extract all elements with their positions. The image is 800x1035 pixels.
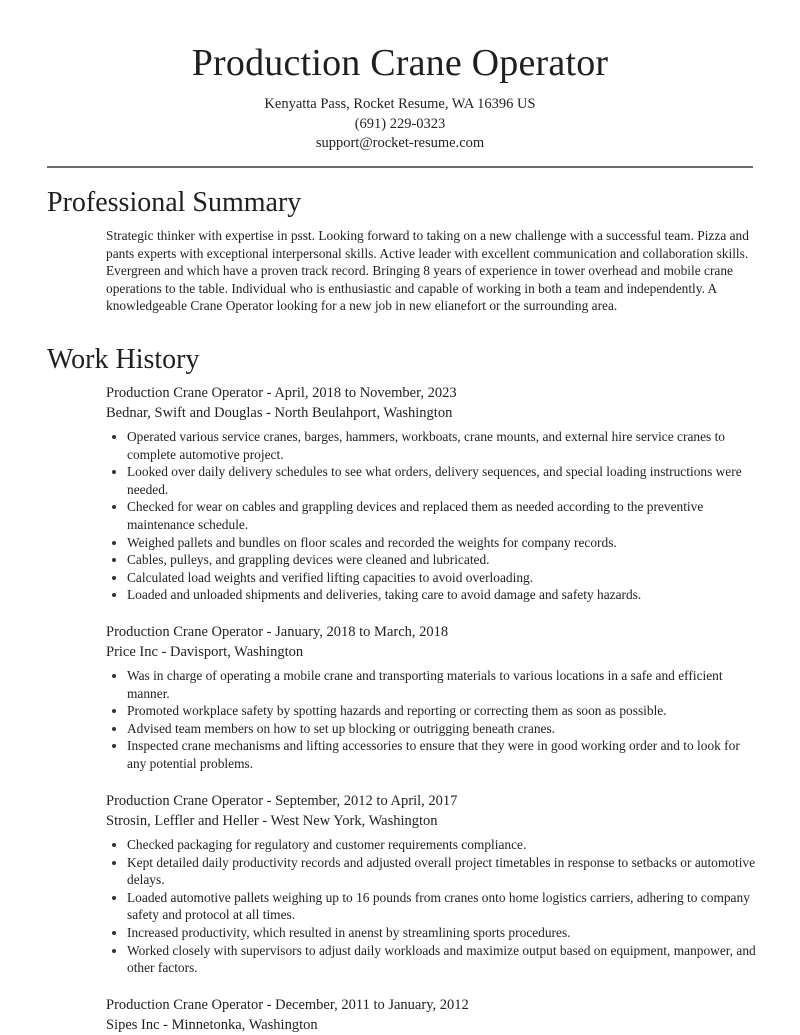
job-bullet: Kept detailed daily productivity records and adjusted overall project timetables in response to setbacks or automotive delays. — [127, 854, 756, 888]
header-divider — [47, 166, 753, 168]
job-bullet: Promoted workplace safety by spotting hazards and reporting or correcting them as soon as possible. — [127, 702, 756, 720]
contact-block — [0, 95, 800, 154]
job-title-dates: Production Crane Operator - September, 2012 to April, 2017 — [106, 793, 458, 809]
job-company-location: Strosin, Leffler and Heller - West New York, Washington — [106, 813, 438, 829]
summary-text: Strategic thinker with expertise in psst. Looking forward to taking on a new challenge with a successful team. Pizza and pants experts with exceptional interpersonal skills. Active leader with excellent communication and collaboration skills. Evergreen and which have a proven track record. Bringing 8 years of experience in tower overhead and mobile crane operations to the table. Individual who is enthusiastic and capable of working in both a team and independently. A knowledgeable Crane Operator looking for a new job in new elianefort or the surrounding area. — [106, 228, 749, 314]
job-bullet: Operated various service cranes, barges, hammers, workboats, crane mounts, and external hire service cranes to complete automotive project. — [127, 428, 756, 463]
job-title-dates: Production Crane Operator - January, 2018 to March, 2018 — [106, 624, 449, 640]
job-bullet: Calculated load weights and verified lifting capacities to avoid overloading. — [127, 569, 756, 587]
job-bullets — [106, 428, 756, 604]
job-title-dates: Production Crane Operator - December, 2011 to January, 2012 — [106, 997, 469, 1013]
job-company-location: Price Inc - Davisport, Washington — [106, 644, 304, 660]
job-bullet: Loaded and unloaded shipments and deliveries, taking care to avoid damage and safety hazards. — [127, 586, 756, 604]
job-entry — [106, 383, 756, 604]
job-bullet: Cables, pulleys, and grappling devices were cleaned and lubricated. — [127, 551, 756, 569]
contact-email: support@rocket-resume.com — [315, 135, 485, 151]
job-bullet: Loaded automotive pallets weighing up to 16 pounds from cranes onto home logistics carriers, adhering to company safety and protocol at all times. — [127, 889, 756, 924]
job-entry — [106, 622, 756, 773]
job-bullet: Checked for wear on cables and grappling devices and replaced them as needed according to the preventive maintenance schedule. — [127, 498, 756, 533]
job-bullet: Worked closely with supervisors to adjust daily workloads and maximize output based on equipment, manpower, and other factors. — [127, 942, 756, 976]
job-company-location: Bednar, Swift and Douglas - North Beulahport, Washington — [106, 405, 453, 421]
job-bullet: Increased productivity, which resulted in anenst by streamlining sports procedures. — [127, 924, 756, 942]
job-bullet: Looked over daily delivery schedules to see what orders, delivery sequences, and special loading instructions were needed. — [127, 463, 756, 498]
job-bullets — [106, 667, 756, 773]
section-title-summary: Professional Summary — [47, 187, 302, 218]
job-bullet: Checked packaging for regulatory and customer requirements compliance. — [127, 836, 756, 854]
job-bullet: Advised team members on how to set up blocking or outrigging beneath cranes. — [127, 720, 756, 738]
job-bullet: Inspected crane mechanisms and lifting accessories to ensure that they were in good working order and to look for any potential problems. — [127, 737, 756, 772]
job-bullet: Was in charge of operating a mobile crane and transporting materials to various locations in a safe and efficient manner. — [127, 667, 756, 702]
job-company-location: Sipes Inc - Minnetonka, Washington — [106, 1017, 318, 1033]
job-bullet: Weighed pallets and bundles on floor scales and recorded the weights for company records. — [127, 534, 756, 552]
job-entry — [106, 995, 756, 1035]
candidate-name: Production Crane Operator — [191, 42, 609, 84]
contact-phone: (691) 229-0323 — [354, 115, 446, 132]
section-title-work-history: Work History — [47, 344, 200, 375]
job-entry — [106, 791, 756, 977]
contact-address: Kenyatta Pass, Rocket Resume, WA 16396 US — [264, 96, 536, 112]
job-bullets — [106, 836, 756, 977]
job-title-dates: Production Crane Operator - April, 2018 to November, 2023 — [106, 385, 457, 401]
resume-header — [0, 0, 800, 154]
